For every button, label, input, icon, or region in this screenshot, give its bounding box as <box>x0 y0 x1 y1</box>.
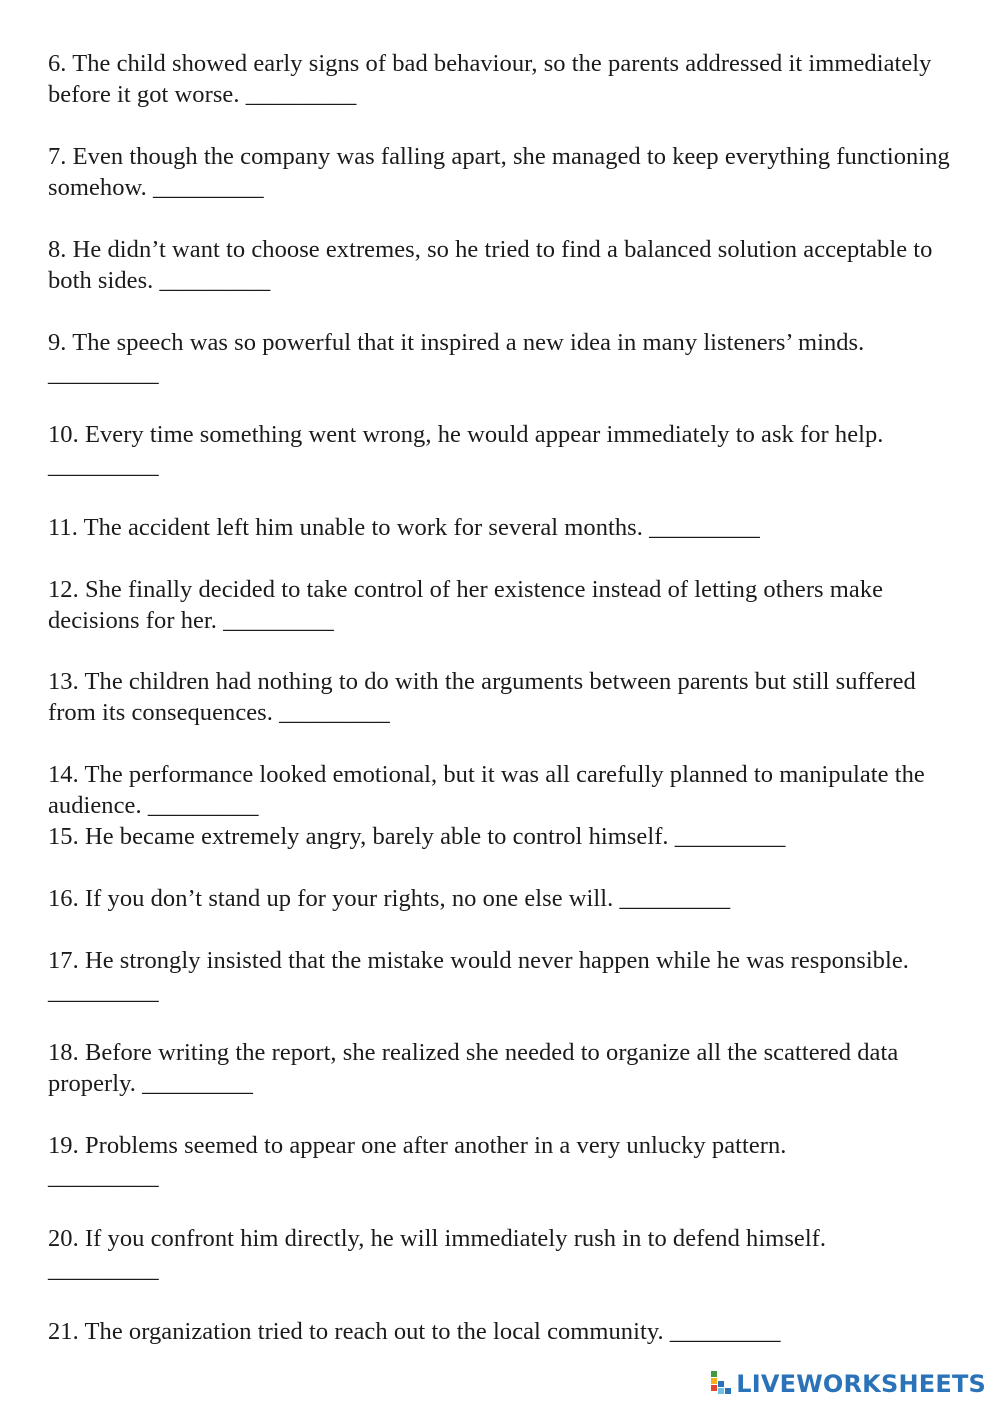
liveworksheets-logo-icon <box>711 1371 733 1397</box>
liveworksheets-logo-text: LIVEWORKSHEETS <box>736 1370 986 1398</box>
question-text: 10. Every time something went wrong, he would appear immediately to ask for help. <box>48 421 884 448</box>
answer-blank[interactable]: _________ <box>223 607 334 634</box>
question-text: 6. The child showed early signs of bad behaviour, so the parents addressed it immediately before it got worse. <box>48 50 932 108</box>
answer-blank[interactable]: _________ <box>48 1256 159 1283</box>
answer-blank[interactable]: _________ <box>48 1163 159 1190</box>
answer-blank[interactable]: _________ <box>619 885 731 912</box>
answer-blank[interactable]: _________ <box>48 452 159 479</box>
question-7 <box>48 141 960 203</box>
answer-blank[interactable]: _________ <box>159 267 271 294</box>
question-15 <box>48 821 960 852</box>
question-21 <box>48 1316 960 1347</box>
liveworksheets-logo <box>711 1368 986 1400</box>
question-19 <box>48 1130 960 1192</box>
question-text: 7. Even though the company was falling apart, she managed to keep everything functioning somehow. <box>48 143 950 201</box>
question-18 <box>48 1037 960 1099</box>
answer-blank[interactable]: _________ <box>48 360 159 387</box>
question-10 <box>48 419 960 481</box>
question-13 <box>48 666 960 728</box>
answer-blank[interactable]: _________ <box>279 699 390 726</box>
question-text: 8. He didn’t want to choose extremes, so he tried to find a balanced solution acceptable to both sides. <box>48 236 933 294</box>
answer-blank[interactable]: _________ <box>245 81 357 108</box>
question-text: 20. If you confront him directly, he will immediately rush in to defend himself. <box>48 1225 827 1252</box>
question-17 <box>48 945 960 1007</box>
question-text: 18. Before writing the report, she realized she needed to organize all the scattered data properly. <box>48 1039 899 1097</box>
question-text: 15. He became extremely angry, barely able to control himself. <box>48 823 669 850</box>
question-text: 17. He strongly insisted that the mistake would never happen while he was responsible. <box>48 947 909 974</box>
question-16 <box>48 883 960 914</box>
question-14 <box>48 759 960 821</box>
answer-blank[interactable]: _________ <box>153 174 264 201</box>
question-text: 12. She finally decided to take control of her existence instead of letting others make decisions for her. <box>48 576 884 634</box>
question-text: 19. Problems seemed to appear one after another in a very unlucky pattern. <box>48 1132 787 1159</box>
answer-blank[interactable]: _________ <box>669 1318 781 1345</box>
question-text: 9. The speech was so powerful that it inspired a new idea in many listeners’ minds. <box>48 329 865 356</box>
answer-blank[interactable]: _________ <box>649 514 760 541</box>
question-text: 21. The organization tried to reach out to the local community. <box>48 1318 664 1345</box>
question-12 <box>48 574 960 636</box>
question-6 <box>48 48 960 110</box>
answer-blank[interactable]: _________ <box>147 792 259 819</box>
question-11 <box>48 512 960 543</box>
answer-blank[interactable]: _________ <box>48 978 159 1005</box>
question-text: 11. The accident left him unable to work for several months. <box>48 514 643 541</box>
question-text: 16. If you don’t stand up for your rights, no one else will. <box>48 885 614 912</box>
question-9 <box>48 327 960 389</box>
question-text: 14. The performance looked emotional, but it was all carefully planned to manipulate the audience. <box>48 761 925 819</box>
question-20 <box>48 1223 960 1285</box>
answer-blank[interactable]: _________ <box>142 1070 253 1097</box>
answer-blank[interactable]: _________ <box>674 823 786 850</box>
question-8 <box>48 234 960 296</box>
question-text: 13. The children had nothing to do with the arguments between parents but still suffered from its consequences. <box>48 668 916 726</box>
